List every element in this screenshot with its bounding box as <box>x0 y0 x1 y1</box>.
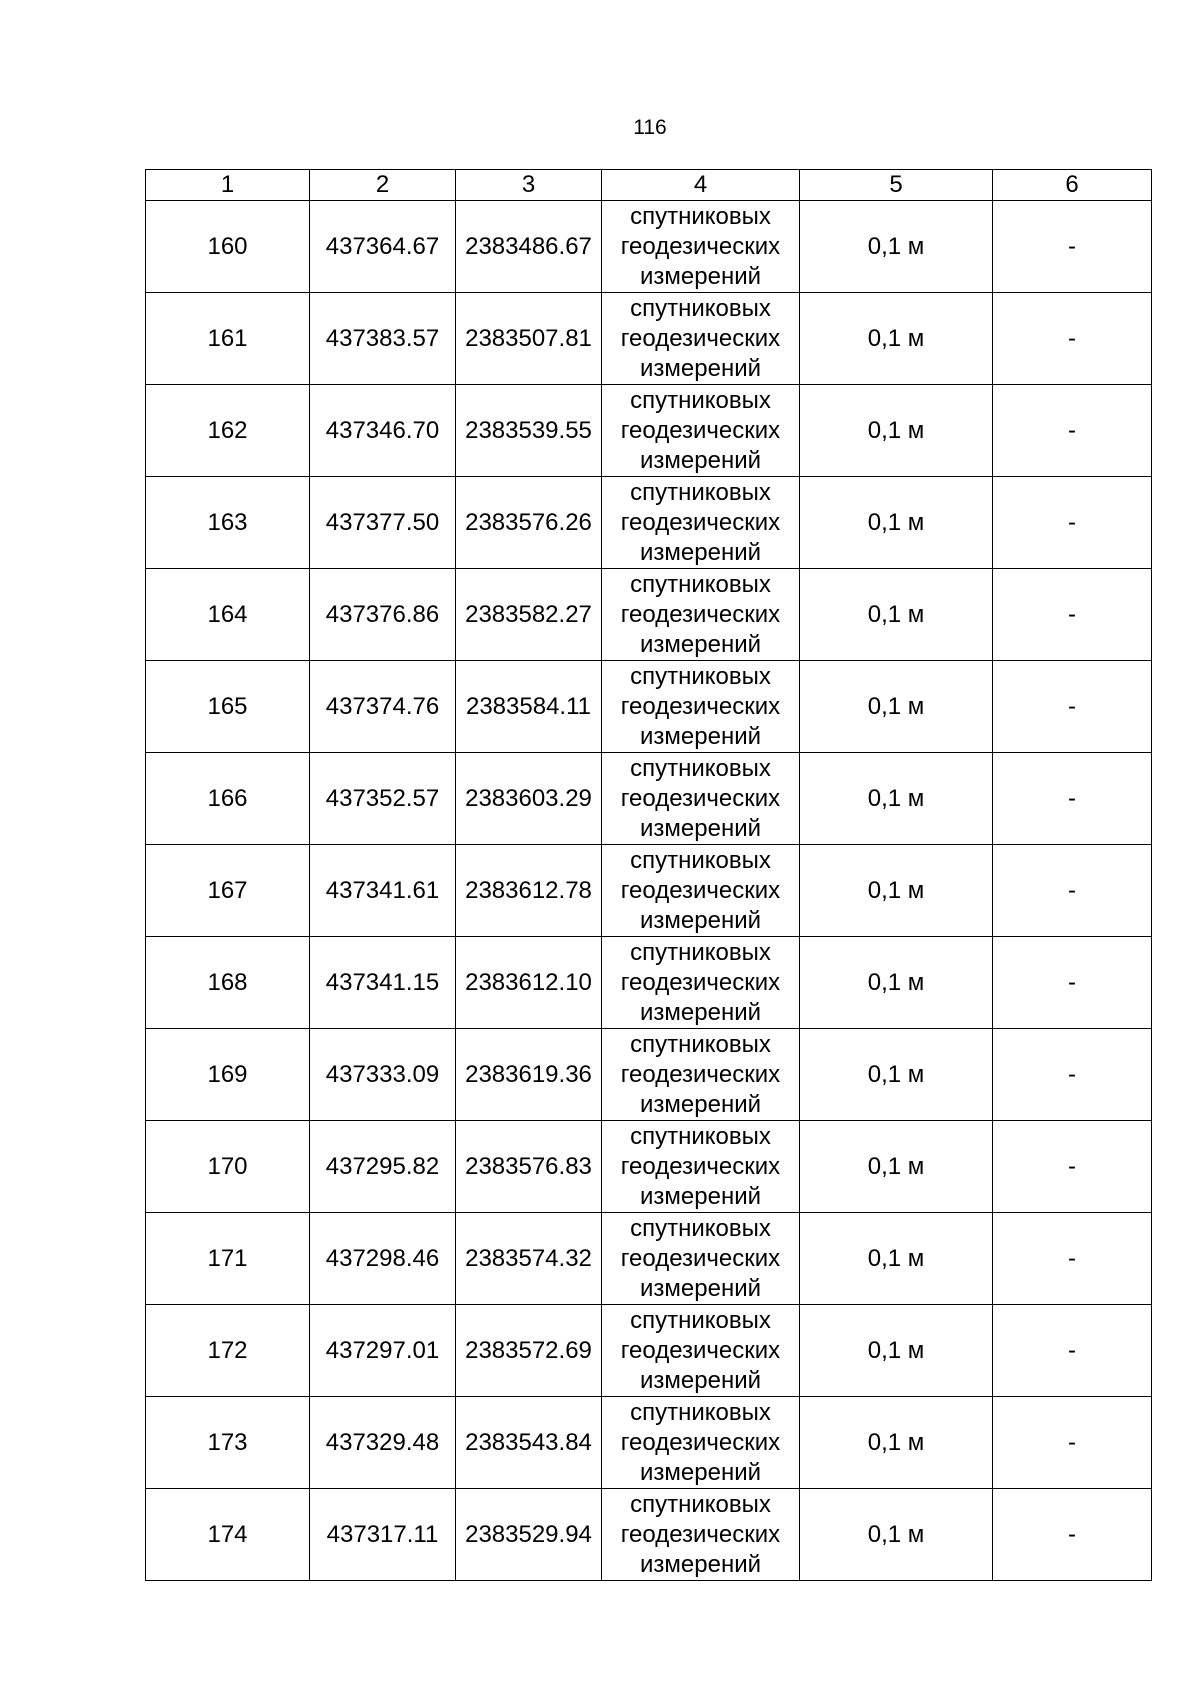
method-line: спутниковых <box>630 1490 771 1518</box>
method-cell <box>602 1121 800 1213</box>
method-line: спутниковых <box>630 478 771 506</box>
point-number-cell: 174 <box>146 1489 310 1581</box>
method-line: геодезических <box>620 1152 781 1180</box>
method-line: геодезических <box>620 416 781 444</box>
method-line: спутниковых <box>630 1306 771 1334</box>
method-line: спутниковых <box>630 662 771 690</box>
method-line: измерений <box>639 1182 762 1210</box>
method-cell <box>602 845 800 937</box>
y-coordinate-cell: 2383486.67 <box>456 201 602 293</box>
method-line: измерений <box>639 814 762 842</box>
y-coordinate-cell: 2383507.81 <box>456 293 602 385</box>
table-row <box>146 1121 1152 1213</box>
method-line: геодезических <box>620 968 781 996</box>
point-number-cell: 173 <box>146 1397 310 1489</box>
method-line: измерений <box>639 630 762 658</box>
method-line: измерений <box>639 1458 762 1486</box>
accuracy-cell: 0,1 м <box>800 1489 993 1581</box>
method-cell <box>602 201 800 293</box>
x-coordinate-cell: 437374.76 <box>310 661 456 753</box>
method-line: спутниковых <box>630 386 771 414</box>
method-line: спутниковых <box>630 294 771 322</box>
x-coordinate-cell: 437341.61 <box>310 845 456 937</box>
accuracy-cell: 0,1 м <box>800 201 993 293</box>
table-row <box>146 569 1152 661</box>
method-cell <box>602 1213 800 1305</box>
header-cell-2: 2 <box>310 170 456 201</box>
point-number-cell: 162 <box>146 385 310 477</box>
x-coordinate-cell: 437295.82 <box>310 1121 456 1213</box>
header-cell-3: 3 <box>456 170 602 201</box>
point-number-cell: 163 <box>146 477 310 569</box>
point-number-cell: 165 <box>146 661 310 753</box>
method-cell <box>602 661 800 753</box>
note-cell: - <box>993 1489 1152 1581</box>
y-coordinate-cell: 2383529.94 <box>456 1489 602 1581</box>
table-row <box>146 661 1152 753</box>
method-line: геодезических <box>620 784 781 812</box>
method-line: спутниковых <box>630 938 771 966</box>
y-coordinate-cell: 2383619.36 <box>456 1029 602 1121</box>
method-line: спутниковых <box>630 754 771 782</box>
note-cell: - <box>993 385 1152 477</box>
accuracy-cell: 0,1 м <box>800 477 993 569</box>
method-cell <box>602 1305 800 1397</box>
x-coordinate-cell: 437364.67 <box>310 201 456 293</box>
point-number-cell: 169 <box>146 1029 310 1121</box>
method-line: спутниковых <box>630 1214 771 1242</box>
point-number-cell: 168 <box>146 937 310 1029</box>
table-row <box>146 385 1152 477</box>
x-coordinate-cell: 437333.09 <box>310 1029 456 1121</box>
method-cell <box>602 385 800 477</box>
method-line: спутниковых <box>630 202 771 230</box>
note-cell: - <box>993 661 1152 753</box>
header-cell-6: 6 <box>993 170 1152 201</box>
table-row <box>146 845 1152 937</box>
y-coordinate-cell: 2383539.55 <box>456 385 602 477</box>
note-cell: - <box>993 477 1152 569</box>
method-line: измерений <box>639 354 762 382</box>
header-cell-4: 4 <box>602 170 800 201</box>
y-coordinate-cell: 2383543.84 <box>456 1397 602 1489</box>
note-cell: - <box>993 201 1152 293</box>
table-row <box>146 1397 1152 1489</box>
y-coordinate-cell: 2383582.27 <box>456 569 602 661</box>
accuracy-cell: 0,1 м <box>800 293 993 385</box>
x-coordinate-cell: 437352.57 <box>310 753 456 845</box>
method-line: измерений <box>639 538 762 566</box>
page-number: 116 <box>633 116 667 139</box>
accuracy-cell: 0,1 м <box>800 1029 993 1121</box>
accuracy-cell: 0,1 м <box>800 1213 993 1305</box>
method-cell <box>602 937 800 1029</box>
method-line: геодезических <box>620 324 781 352</box>
accuracy-cell: 0,1 м <box>800 753 993 845</box>
table-row <box>146 1305 1152 1397</box>
y-coordinate-cell: 2383574.32 <box>456 1213 602 1305</box>
x-coordinate-cell: 437341.15 <box>310 937 456 1029</box>
method-line: измерений <box>639 446 762 474</box>
method-cell <box>602 1029 800 1121</box>
method-line: геодезических <box>620 692 781 720</box>
table-body <box>146 201 1152 1581</box>
method-line: геодезических <box>620 508 781 536</box>
method-line: измерений <box>639 262 762 290</box>
accuracy-cell: 0,1 м <box>800 569 993 661</box>
table-row <box>146 1489 1152 1581</box>
note-cell: - <box>993 1121 1152 1213</box>
point-number-cell: 164 <box>146 569 310 661</box>
method-line: геодезических <box>620 1520 781 1548</box>
table-row <box>146 937 1152 1029</box>
method-line: измерений <box>639 1366 762 1394</box>
note-cell: - <box>993 1213 1152 1305</box>
header-cell-1: 1 <box>146 170 310 201</box>
x-coordinate-cell: 437346.70 <box>310 385 456 477</box>
accuracy-cell: 0,1 м <box>800 385 993 477</box>
method-cell <box>602 293 800 385</box>
x-coordinate-cell: 437298.46 <box>310 1213 456 1305</box>
note-cell: - <box>993 293 1152 385</box>
accuracy-cell: 0,1 м <box>800 1121 993 1213</box>
method-cell <box>602 1489 800 1581</box>
point-number-cell: 166 <box>146 753 310 845</box>
method-line: спутниковых <box>630 1122 771 1150</box>
header-row <box>146 170 1152 201</box>
note-cell: - <box>993 569 1152 661</box>
method-line: геодезических <box>620 1244 781 1272</box>
method-line: геодезических <box>620 876 781 904</box>
y-coordinate-cell: 2383576.26 <box>456 477 602 569</box>
method-line: геодезических <box>620 1060 781 1088</box>
x-coordinate-cell: 437376.86 <box>310 569 456 661</box>
note-cell: - <box>993 1397 1152 1489</box>
table-row <box>146 477 1152 569</box>
method-cell <box>602 753 800 845</box>
method-line: измерений <box>639 1550 762 1578</box>
note-cell: - <box>993 845 1152 937</box>
note-cell: - <box>993 753 1152 845</box>
method-cell <box>602 569 800 661</box>
method-line: измерений <box>639 998 762 1026</box>
table-row <box>146 293 1152 385</box>
method-cell <box>602 477 800 569</box>
table-row <box>146 1029 1152 1121</box>
method-line: спутниковых <box>630 1398 771 1426</box>
table-row <box>146 753 1152 845</box>
y-coordinate-cell: 2383584.11 <box>456 661 602 753</box>
point-number-cell: 161 <box>146 293 310 385</box>
method-line: измерений <box>639 1090 762 1118</box>
method-line: спутниковых <box>630 570 771 598</box>
coordinates-table <box>145 169 1152 1581</box>
accuracy-cell: 0,1 м <box>800 661 993 753</box>
note-cell: - <box>993 1029 1152 1121</box>
point-number-cell: 172 <box>146 1305 310 1397</box>
x-coordinate-cell: 437377.50 <box>310 477 456 569</box>
y-coordinate-cell: 2383576.83 <box>456 1121 602 1213</box>
note-cell: - <box>993 937 1152 1029</box>
point-number-cell: 170 <box>146 1121 310 1213</box>
method-line: геодезических <box>620 1428 781 1456</box>
method-line: измерений <box>639 906 762 934</box>
x-coordinate-cell: 437317.11 <box>310 1489 456 1581</box>
x-coordinate-cell: 437383.57 <box>310 293 456 385</box>
point-number-cell: 167 <box>146 845 310 937</box>
x-coordinate-cell: 437329.48 <box>310 1397 456 1489</box>
point-number-cell: 160 <box>146 201 310 293</box>
method-line: геодезических <box>620 232 781 260</box>
method-line: измерений <box>639 1274 762 1302</box>
method-cell <box>602 1397 800 1489</box>
table-row <box>146 1213 1152 1305</box>
method-line: геодезических <box>620 1336 781 1364</box>
y-coordinate-cell: 2383603.29 <box>456 753 602 845</box>
method-line: спутниковых <box>630 1030 771 1058</box>
accuracy-cell: 0,1 м <box>800 1397 993 1489</box>
y-coordinate-cell: 2383572.69 <box>456 1305 602 1397</box>
accuracy-cell: 0,1 м <box>800 845 993 937</box>
y-coordinate-cell: 2383612.10 <box>456 937 602 1029</box>
method-line: спутниковых <box>630 846 771 874</box>
x-coordinate-cell: 437297.01 <box>310 1305 456 1397</box>
note-cell: - <box>993 1305 1152 1397</box>
accuracy-cell: 0,1 м <box>800 937 993 1029</box>
table-row <box>146 201 1152 293</box>
y-coordinate-cell: 2383612.78 <box>456 845 602 937</box>
point-number-cell: 171 <box>146 1213 310 1305</box>
header-cell-5: 5 <box>800 170 993 201</box>
accuracy-cell: 0,1 м <box>800 1305 993 1397</box>
method-line: измерений <box>639 722 762 750</box>
method-line: геодезических <box>620 600 781 628</box>
